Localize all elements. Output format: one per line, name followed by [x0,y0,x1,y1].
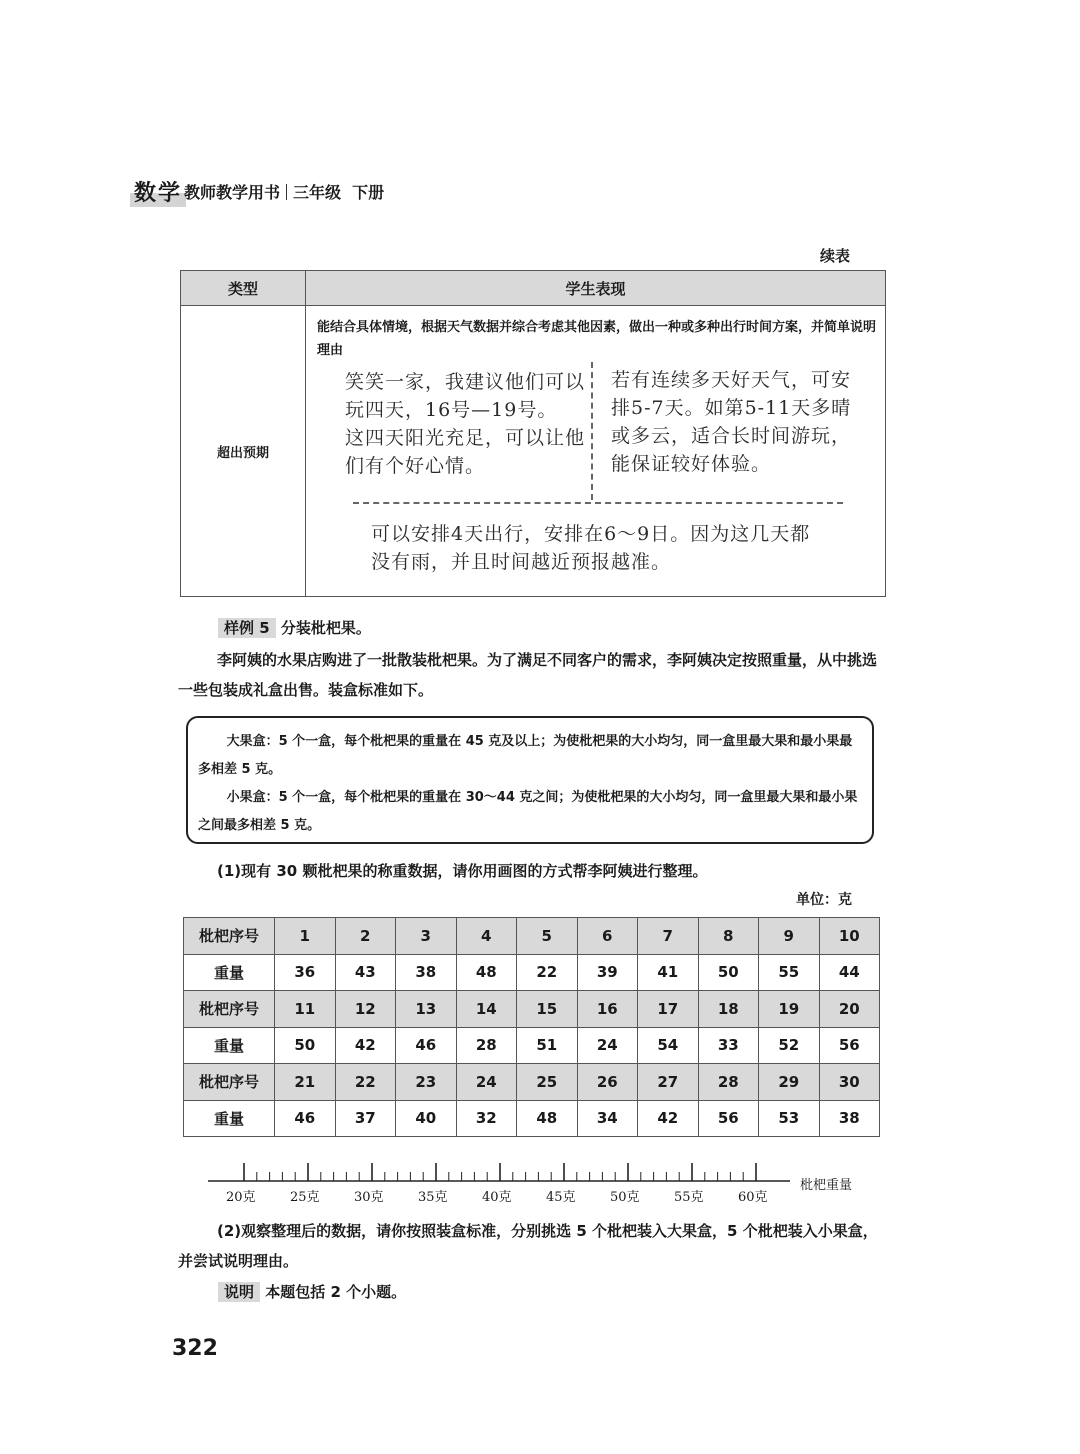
weight-cell: 52 [759,1027,820,1064]
weight-cell: 56 [819,1027,880,1064]
number-line-name: 枇杷重量 [800,1178,853,1193]
index-cell: 28 [698,1064,759,1101]
index-cell: 11 [275,991,336,1028]
index-cell: 1 [275,918,336,955]
weight-row [184,954,880,991]
weight-label-cell: 重量 [184,1027,275,1064]
weight-cell: 53 [759,1100,820,1137]
index-cell: 2 [335,918,396,955]
sample-intro: 李阿姨的水果店购进了一批散装枇杷果。为了满足不同客户的需求，李阿姨决定按照重量，从中挑选一些包装成礼盒出售。装盒标准如下。 [178,651,878,699]
index-cell: 20 [819,991,880,1028]
note-label: 说明 [218,1282,260,1302]
weight-cell: 55 [759,954,820,991]
index-cell: 30 [819,1064,880,1101]
index-cell: 8 [698,918,759,955]
packing-rules-box [186,716,874,844]
vertical-divider [591,362,593,500]
handwriting-right: 若有连续多天好天气，可安 排5-7天。如第5-11天多晴 或多云，适合长时间游玩， 能保证较好体验。 [611,369,852,475]
weight-cell: 50 [275,1027,336,1064]
weight-cell: 36 [275,954,336,991]
sample-label: 样例 5 [218,618,276,638]
note-text: 本题包括 2 个小题。 [265,1283,407,1301]
index-row [184,918,880,955]
index-row [184,1064,880,1101]
index-cell: 19 [759,991,820,1028]
weight-row [184,1100,880,1137]
subject-title: 数学 [130,176,186,207]
col-type-header: 类型 [181,271,306,306]
grade-label: 三年级 [293,183,342,202]
index-cell: 27 [638,1064,699,1101]
question-1: (1)现有 30 颗枇杷果的称重数据，请你用画图的方式帮李阿姨进行整理。 [217,862,708,880]
weight-cell: 22 [517,954,578,991]
tick-label: 35克 [418,1190,448,1205]
book-header [184,180,384,203]
question-2: (2)观察整理后的数据，请你按照装盒标准，分别挑选 5 个枇杷装入大果盒，5 个枇杷装入小果盒，并尝试说明理由。 [178,1222,878,1270]
weight-cell: 46 [396,1027,457,1064]
weight-cell: 44 [819,954,880,991]
index-label-cell: 枇杷序号 [184,1064,275,1101]
tick-label: 50克 [610,1190,640,1205]
tick-label: 60克 [738,1190,768,1205]
unit-label: 单位：克 [796,892,852,908]
weight-label-cell: 重量 [184,954,275,991]
book-title: 教师教学用书 [184,183,281,202]
index-cell: 24 [456,1064,517,1101]
index-row [184,991,880,1028]
index-cell: 15 [517,991,578,1028]
weight-cell: 37 [335,1100,396,1137]
index-cell: 17 [638,991,699,1028]
index-cell: 21 [275,1064,336,1101]
weight-row [184,1027,880,1064]
handwriting-left: 笑笑一家，我建议他们可以 玩四天，16号—19号。 这四天阳光充足，可以让他 们有个好心情。 [345,371,586,477]
index-cell: 10 [819,918,880,955]
index-cell: 29 [759,1064,820,1101]
rule-small-box: 小果盒：5 个一盒，每个枇杷果的重量在 30～44 克之间；为使枇杷果的大小均匀，同一盒里最大果和最小果之间最多相差 5 克。 [198,790,858,833]
weight-cell: 43 [335,954,396,991]
weight-cell: 42 [638,1100,699,1137]
col-performance-header: 学生表现 [306,271,886,306]
weight-cell: 39 [577,954,638,991]
weight-cell: 38 [819,1100,880,1137]
sample-heading [218,617,371,638]
performance-description: 能结合具体情境，根据天气数据并综合考虑其他因素，做出一种或多种出行时间方案，并简单说明理由 [317,320,877,358]
weight-cell: 32 [456,1100,517,1137]
tick-label: 40克 [482,1190,512,1205]
weight-cell: 46 [275,1100,336,1137]
index-cell: 4 [456,918,517,955]
tick-label: 25克 [290,1190,320,1205]
index-cell: 3 [396,918,457,955]
tick-label: 30克 [354,1190,384,1205]
weight-cell: 38 [396,954,457,991]
weight-cell: 56 [698,1100,759,1137]
index-label-cell: 枇杷序号 [184,991,275,1028]
header-separator [286,184,287,200]
index-label-cell: 枇杷序号 [184,918,275,955]
weight-cell: 42 [335,1027,396,1064]
performance-cell [306,306,886,597]
tick-label: 55克 [674,1190,704,1205]
row-type-label: 超出预期 [181,306,306,597]
index-cell: 22 [335,1064,396,1101]
weight-cell: 24 [577,1027,638,1064]
tick-label: 45克 [546,1190,576,1205]
tick-label: 20克 [226,1190,256,1205]
performance-table [180,270,886,597]
index-cell: 6 [577,918,638,955]
sample-title: 分装枇杷果。 [280,619,371,637]
weight-cell: 50 [698,954,759,991]
index-cell: 23 [396,1064,457,1101]
weight-cell: 33 [698,1027,759,1064]
index-cell: 13 [396,991,457,1028]
weight-label-cell: 重量 [184,1100,275,1137]
weight-cell: 41 [638,954,699,991]
handwriting-bottom: 可以安排4天出行，安排在6～9日。因为这几天都 没有雨，并且时间越近预报越准。 [371,523,811,573]
weight-cell: 28 [456,1027,517,1064]
index-cell: 5 [517,918,578,955]
index-cell: 26 [577,1064,638,1101]
weight-cell: 40 [396,1100,457,1137]
index-cell: 18 [698,991,759,1028]
continued-label: 续表 [819,247,850,265]
rule-big-box: 大果盒：5 个一盒，每个枇杷果的重量在 45 克及以上；为使枇杷果的大小均匀，同一盒里最大果和最小果最多相差 5 克。 [198,734,853,777]
note [218,1281,406,1302]
index-cell: 9 [759,918,820,955]
horizontal-divider [353,502,843,504]
page-number: 322 [172,1336,218,1361]
index-cell: 16 [577,991,638,1028]
weight-cell: 48 [456,954,517,991]
handwriting-area [307,362,884,592]
index-cell: 7 [638,918,699,955]
weight-table [183,917,880,1137]
index-cell: 25 [517,1064,578,1101]
weight-cell: 51 [517,1027,578,1064]
weight-cell: 54 [638,1027,699,1064]
index-cell: 12 [335,991,396,1028]
volume-label: 下册 [352,183,385,202]
index-cell: 14 [456,991,517,1028]
weight-cell: 48 [517,1100,578,1137]
weight-cell: 34 [577,1100,638,1137]
